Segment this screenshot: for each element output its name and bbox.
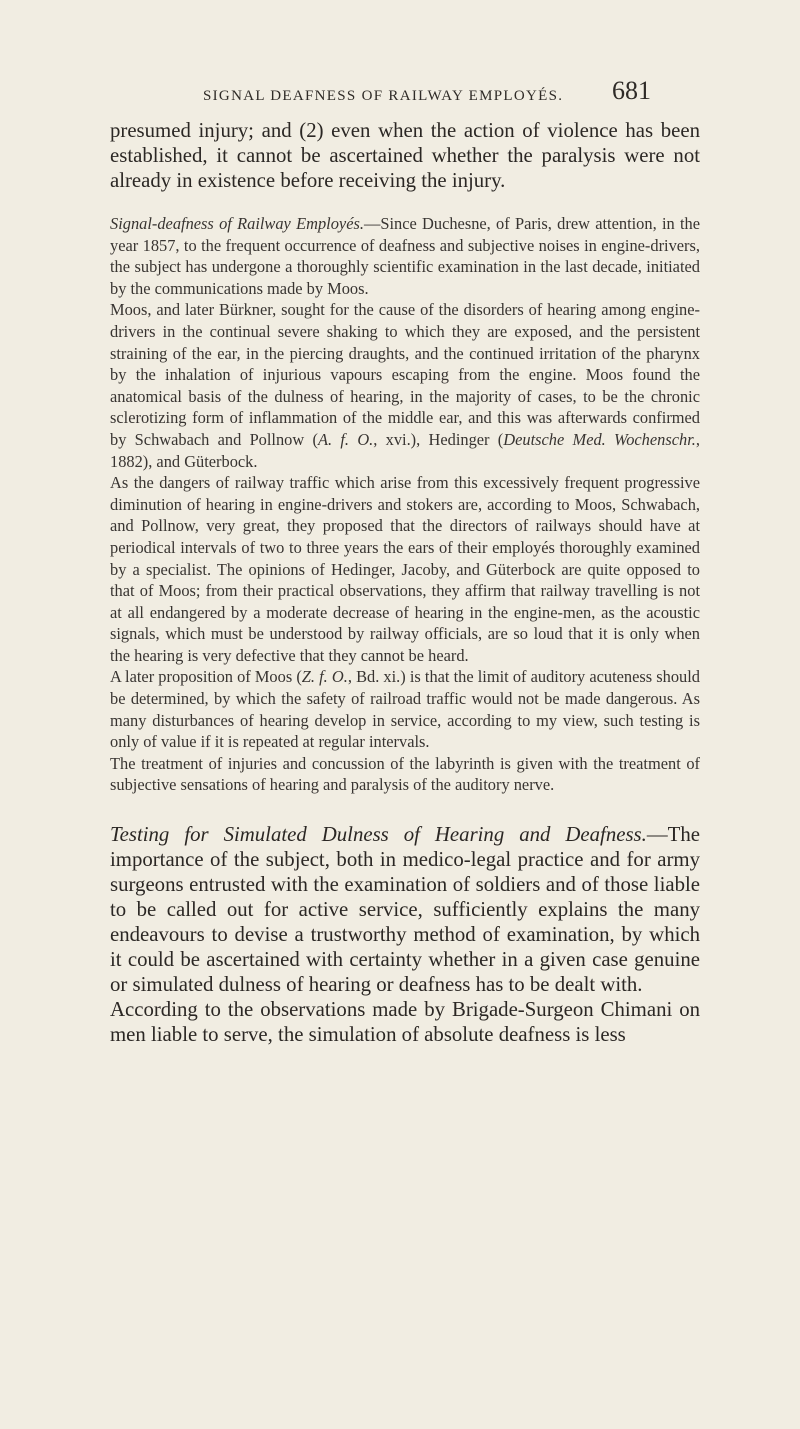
page-header xyxy=(0,76,800,116)
paragraph-text: , Bd. xi.) is that the limit of auditory acuteness should be determined, by which the safety of railroad traffic would not be made dangerous. As many disturbances of hearing develop in service, according to my view, such testing is only of value if it is repeated at regular intervals. xyxy=(110,667,700,752)
paragraph-dangers xyxy=(110,472,700,666)
paragraph-text: The treatment of injuries and concussion of the labyrinth is given with the treatment of subjective sensations of hearing and paralysis of the auditory nerve. xyxy=(110,753,700,795)
paragraph-chimani xyxy=(110,997,700,1047)
section-heading-testing: Testing for Simulated Dulness of Hearing and Deafness. xyxy=(110,823,647,847)
running-title: SIGNAL DEAFNESS OF RAILWAY EMPLOYÉS. xyxy=(203,88,564,104)
paragraph-text: Moos, and later Bürkner, sought for the cause of the disorders of hearing among engine-drivers in the continual severe shaking to which they are exposed, and the persistent straining of the ear, in the piercing draughts, and the continued irritation of the pharynx by the inhalation of injurious vapours escaping from the engine. Moos found the anatomical basis of the dulness of hearing, in the majority of cases, to be the chronic sclerotizing form of inflammation of the middle ear, and this was afterwards confirmed by Schwabach and Pollnow ( xyxy=(110,300,700,449)
paragraph-signal-deafness xyxy=(110,213,700,299)
paragraph-text: , 1882), and Güterbock. xyxy=(110,429,700,471)
citation: Z. f. O. xyxy=(301,667,348,687)
paragraph-text: A later proposition of Moos ( xyxy=(110,667,302,687)
page-number: 681 xyxy=(612,76,651,105)
paragraph-text: —The importance of the subject, both in medico-legal practice and for army surgeons entrusted with the examination of soldiers and of those liable to be called out for active service, sufficiently explains the many endeavours to devise a trustworthy method of examination, by which it could be ascertained with certainty whether in a given case genuine or simulated dulness of hearing or deafness has to be dealt with. xyxy=(110,823,700,997)
paragraph-text: According to the observations made by Brigade-Surgeon Chimani on men liable to serve, the simulation of absolute deafness is less xyxy=(110,998,700,1047)
paragraph-text: —Since Duchesne, of Paris, drew attention, in the year 1857, to the frequent occurrence of deafness and subjective noises in engine-drivers, the subject has undergone a thoroughly scientific examination in the last decade, initiated by the communications made by Moos. xyxy=(110,214,701,298)
citation: Deutsche Med. Wochenschr. xyxy=(503,429,696,449)
paragraph-treatment xyxy=(110,753,700,796)
paragraph-text: , xvi.), Hedinger ( xyxy=(373,429,504,449)
paragraph-moos-burkner xyxy=(110,299,700,472)
page-body xyxy=(110,118,700,1047)
paragraph-text: As the dangers of railway traffic which arise from this excessively frequent progressive diminution of hearing in engine-drivers and stokers are, according to Moos, Schwabach, and Pollnow, very great, they proposed that the directors of railways should have at periodical intervals of two to three years the ears of their employés thoroughly examined by a specialist. The opinions of Hedinger, Jacoby, and Güterbock are quite opposed to that of Moos; from their practical observations, they affirm that railway travelling is not at all endangered by a moderate decrease of hearing in the engine-men, as the acoustic signals, which must be understood by railway officials, are so loud that it is only when the hearing is very defective that they cannot be heard. xyxy=(110,473,700,665)
section-heading-signal-deafness: Signal-deafness of Railway Employés. xyxy=(110,214,364,233)
paragraph-later-proposition xyxy=(110,666,700,752)
paragraph-testing-simulated xyxy=(110,822,700,997)
paragraph-text: presumed injury; and (2) even when the action of violence has been established, it cannot be ascertained whether the paralysis were not already in existence before receiving the injury. xyxy=(110,119,700,192)
paragraph-continuation xyxy=(110,118,700,193)
citation: A. f. O. xyxy=(317,429,374,449)
